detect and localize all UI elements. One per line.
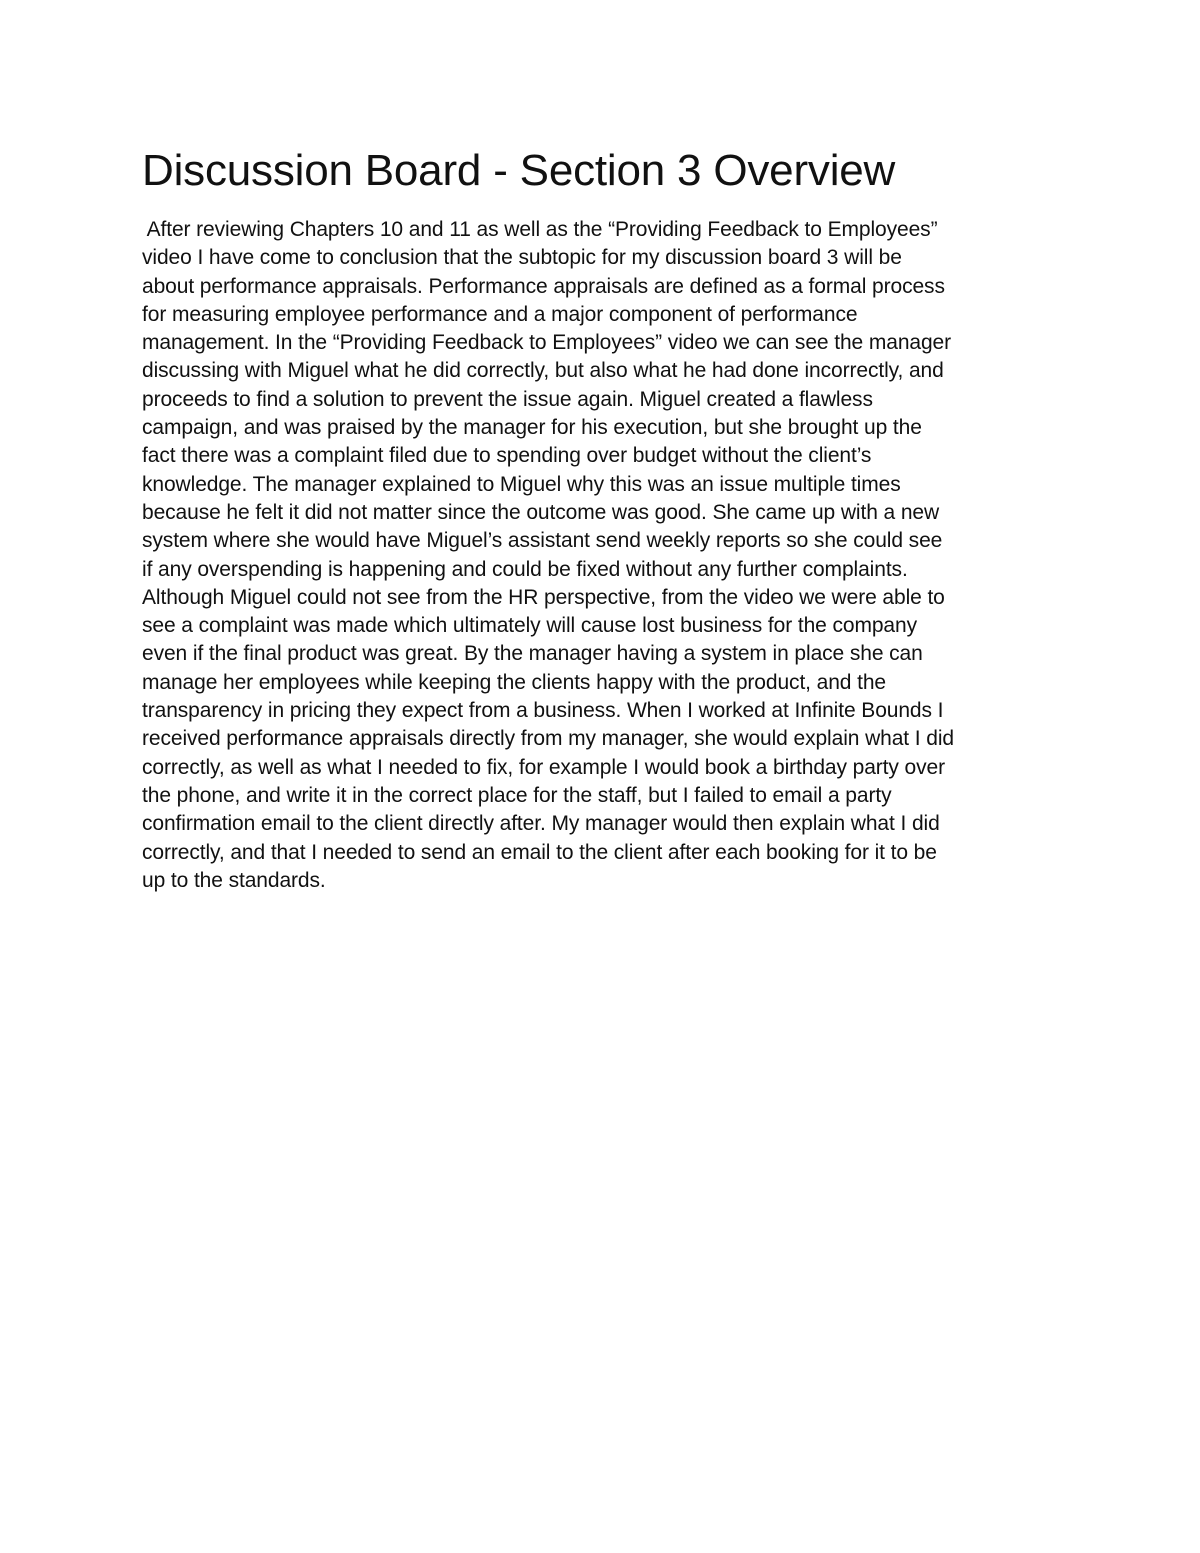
- body-line: the phone, and write it in the correct place for the staff, but I failed to email a party: [142, 783, 892, 807]
- body-line: if any overspending is happening and could be fixed without any further complaints.: [142, 557, 908, 581]
- body-line: correctly, and that I needed to send an email to the client after each booking for it to be: [142, 840, 937, 864]
- body-line: for measuring employee performance and a major component of performance: [142, 302, 858, 326]
- body-line: received performance appraisals directly from my manager, she would explain what I did: [142, 727, 954, 751]
- body-line: transparency in pricing they expect from a business. When I worked at Infinite Bounds I: [142, 699, 944, 723]
- body-line: campaign, and was praised by the manager for his execution, but she brought up the: [142, 416, 922, 440]
- document-title: Discussion Board - Section 3 Overview: [142, 146, 896, 195]
- body-line: discussing with Miguel what he did correctly, but also what he had done incorrectly, and: [142, 359, 944, 383]
- body-line: knowledge. The manager explained to Miguel why this was an issue multiple times: [142, 472, 901, 496]
- body-line: fact there was a complaint filed due to spending over budget without the client’s: [142, 444, 872, 468]
- document-body: [142, 216, 1072, 895]
- body-line: system where she would have Miguel’s assistant send weekly reports so she could see: [142, 529, 943, 553]
- body-line: After reviewing Chapters 10 and 11 as well as the “Providing Feedback to Employees”: [142, 218, 938, 241]
- body-line: see a complaint was made which ultimately will cause lost business for the company: [142, 614, 917, 638]
- body-line: proceeds to find a solution to prevent the issue again. Miguel created a flawless: [142, 387, 873, 411]
- body-line: because he felt it did not matter since the outcome was good. She came up with a new: [142, 500, 940, 524]
- body-line: manage her employees while keeping the clients happy with the product, and the: [142, 670, 887, 694]
- body-line: even if the final product was great. By the manager having a system in place she can: [142, 642, 923, 666]
- body-line: management. In the “Providing Feedback to Employees” video we can see the manager: [142, 331, 952, 355]
- body-line: up to the standards.: [142, 868, 326, 892]
- body-line: Although Miguel could not see from the HR perspective, from the video we were able to: [142, 585, 945, 609]
- body-line: confirmation email to the client directly after. My manager would then explain what I did: [142, 812, 940, 836]
- body-line: video I have come to conclusion that the subtopic for my discussion board 3 will be: [142, 246, 902, 270]
- body-line: about performance appraisals. Performance appraisals are defined as a formal process: [142, 274, 945, 298]
- body-line: correctly, as well as what I needed to fix, for example I would book a birthday party over: [142, 755, 946, 779]
